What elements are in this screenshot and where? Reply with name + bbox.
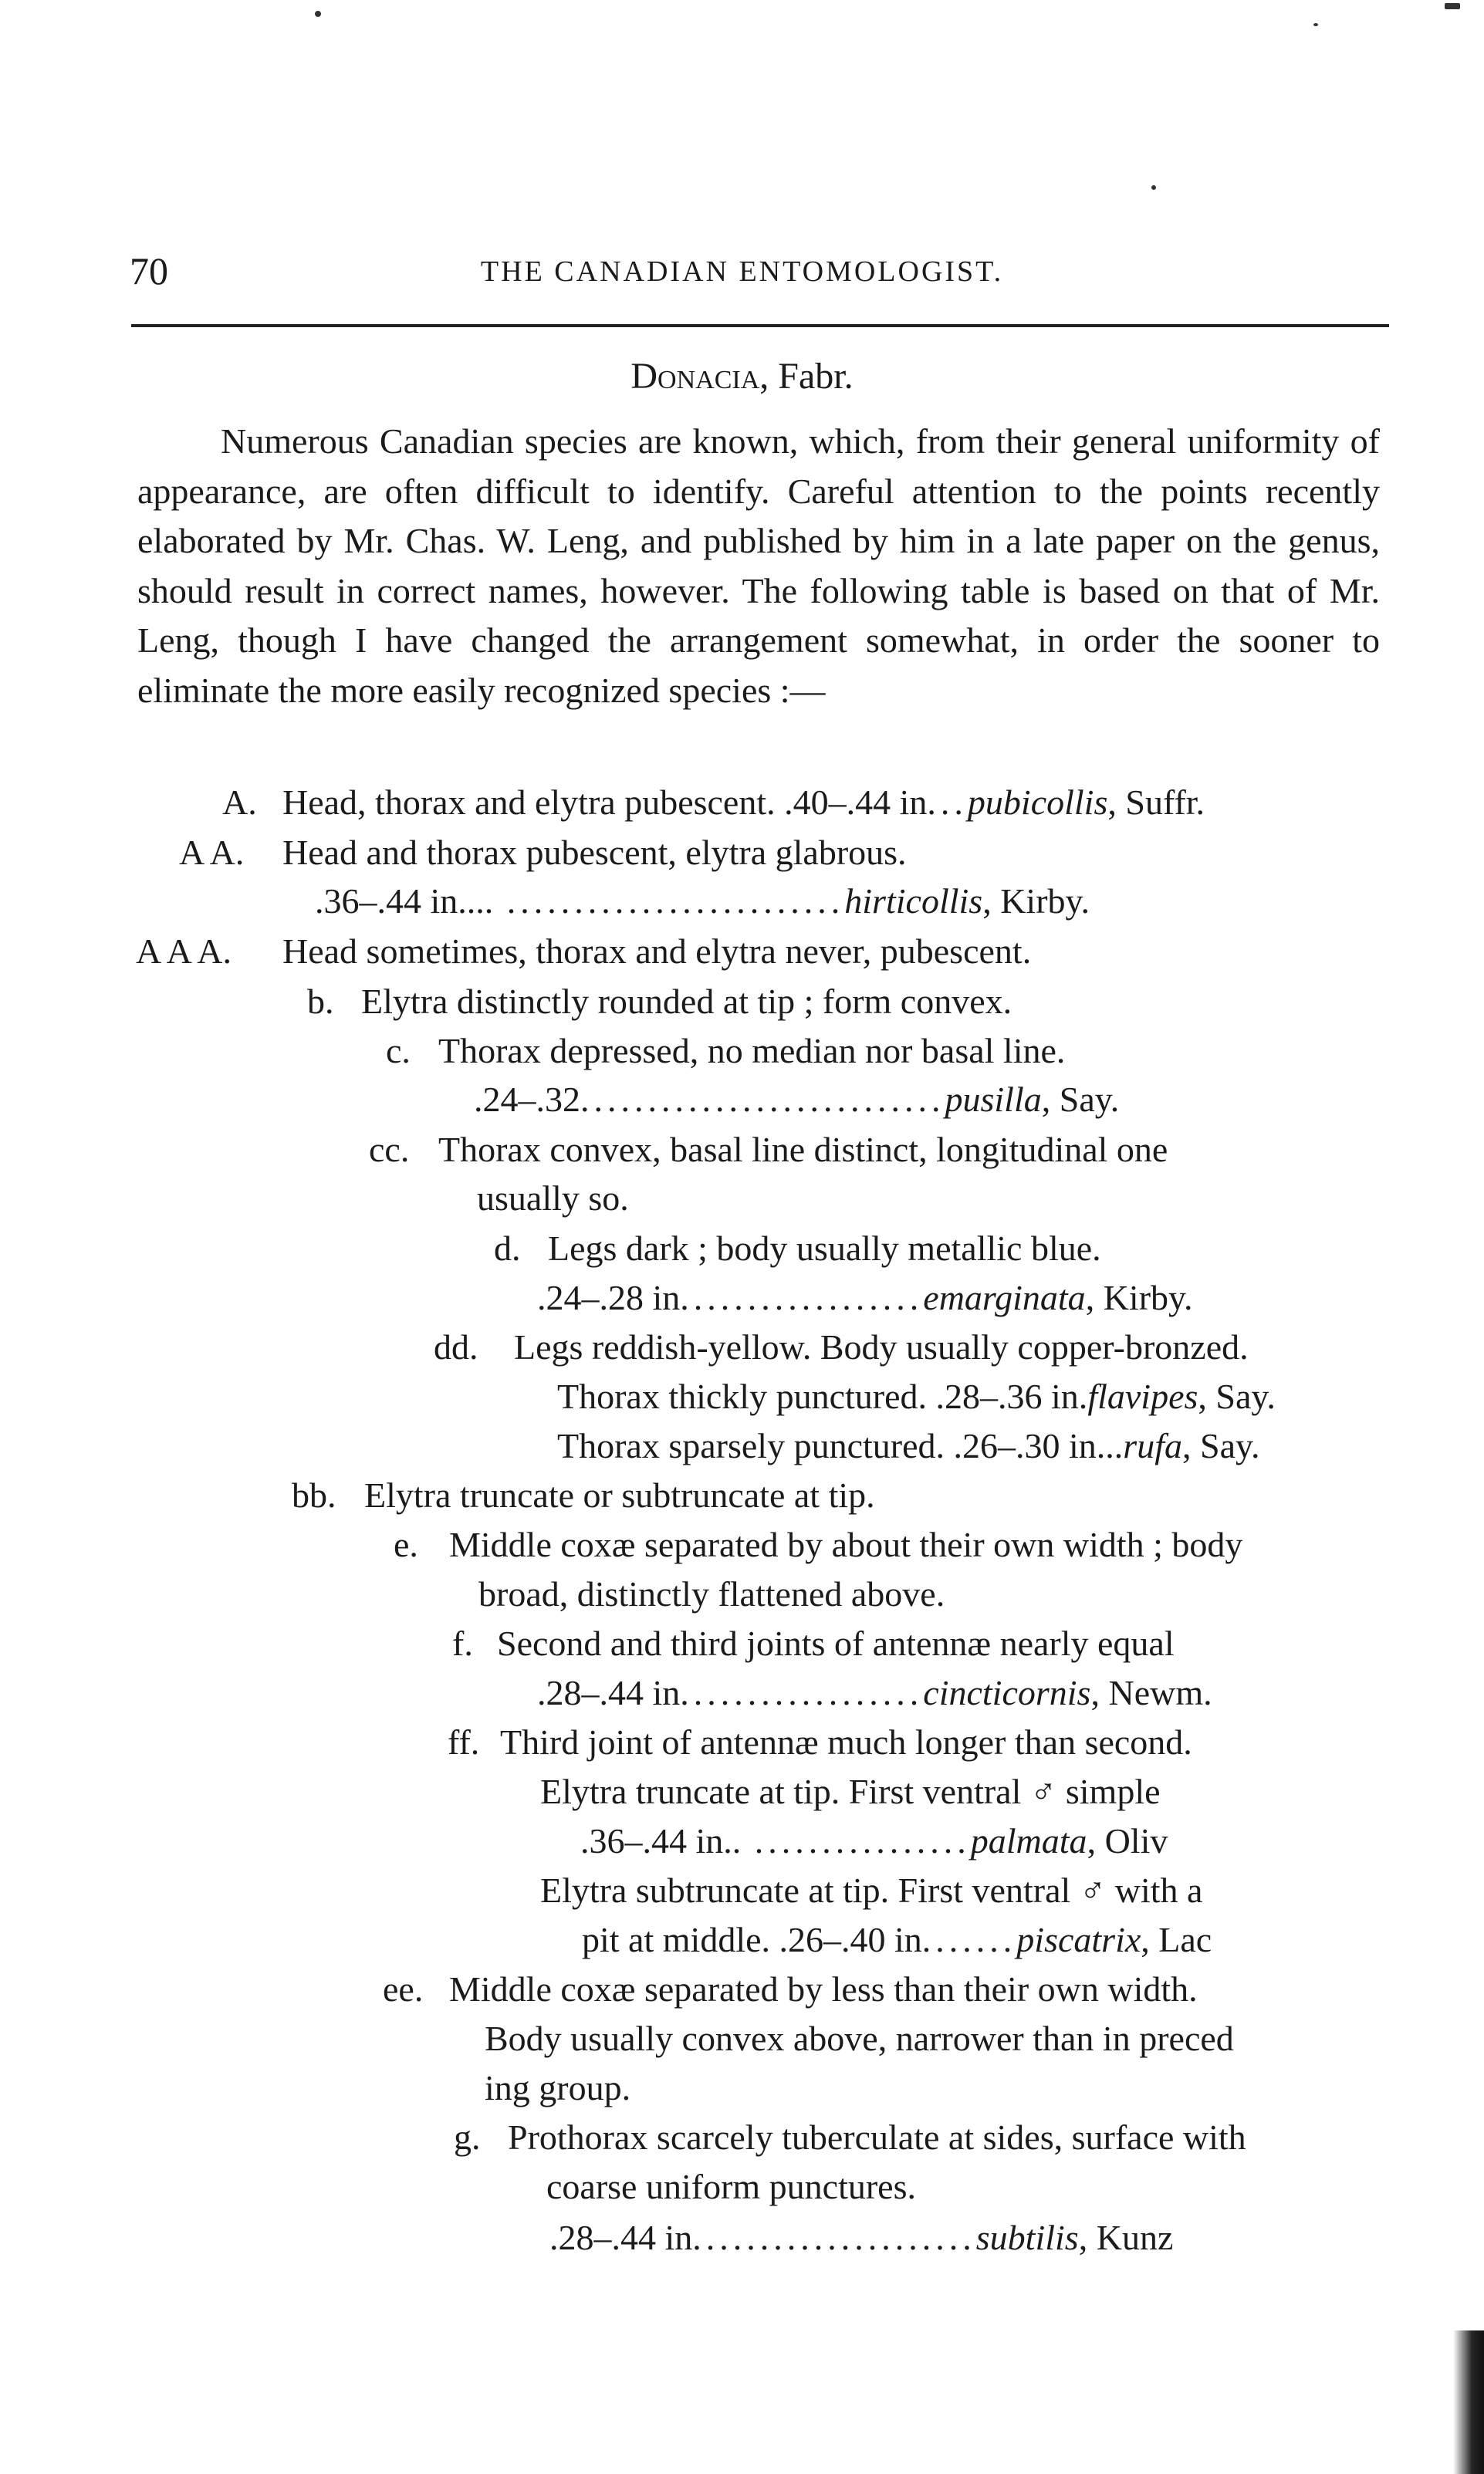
key-entry-e: Middle coxæ separated by about their own width ; body xyxy=(449,1525,1243,1564)
scan-speck xyxy=(1151,185,1156,190)
key-label-c: c. xyxy=(386,1031,411,1070)
intro-text: Numerous Canadian species are known, which, from their general uniformity of appearance, are often difficult to identify. Careful attention to the points recently elaborated by Mr. Chas. W. Leng, and published by him in a late paper on the genus, should result in correct names, however. The following table is based on that of Mr. Leng, though I have changed the arrangement somewhat, in order the sooner to eliminate the more easily recognized species :— xyxy=(137,421,1380,710)
genus-author: , Fabr. xyxy=(759,356,854,397)
key-label-bb: bb. xyxy=(292,1475,336,1515)
key-label-aa: A A. xyxy=(179,833,245,872)
key-label-f: f. xyxy=(452,1624,473,1663)
species-subtilis: subtilis xyxy=(975,2218,1079,2257)
key-a-text: Head, thorax and elytra pubescent. .40–.44 in xyxy=(282,782,928,822)
key-entry-g: Prothorax scarcely tuberculate at sides, surface with xyxy=(508,2117,1246,2157)
key-entry-ff: Third joint of antennæ much longer than second. xyxy=(500,1722,1192,1762)
species-rufa: rufa xyxy=(1123,1426,1182,1465)
key-entry-ee-cont: Body usually convex above, narrower than in preced xyxy=(485,2019,1234,2058)
key-entry-aaa: Head sometimes, thorax and elytra never, pubescent. xyxy=(282,931,1032,971)
genus-name: Donacia xyxy=(630,356,760,397)
key-entry-g-measure: .28–.44 in.....................subtilis, Kunz xyxy=(549,2218,1174,2257)
species-emarginata: emarginata xyxy=(923,1278,1086,1317)
key-label-a: A. xyxy=(222,782,257,822)
species-palmata: palmata xyxy=(970,1821,1087,1861)
key-entry-c-measure: .24–.32...........................pusilla, Say. xyxy=(474,1080,1120,1119)
key-entry-f: Second and third joints of antennæ nearly equal xyxy=(497,1624,1175,1663)
key-label-cc: cc. xyxy=(369,1130,410,1169)
key-entry-aa-measure: .36–.44 in.... .........................hirticollis, Kirby. xyxy=(315,881,1090,921)
key-label-ff: ff. xyxy=(448,1722,480,1762)
key-entry-ff-truncate-measure: .36–.44 in.. ................palmata, Oliv xyxy=(580,1821,1168,1861)
key-a-dots: ... xyxy=(927,782,968,822)
key-entry-dd-rufa: Thorax sparsely punctured. .26–.30 in...rufa, Say. xyxy=(557,1426,1260,1465)
key-label-b: b. xyxy=(307,982,334,1021)
scan-speck xyxy=(1313,23,1318,26)
key-label-dd: dd. xyxy=(434,1327,478,1367)
key-entry-aa: Head and thorax pubescent, elytra glabrous. xyxy=(282,833,907,872)
key-entry-ff-truncate: Elytra truncate at tip. First ventral ♂ simple xyxy=(540,1772,1161,1811)
key-entry-bb: Elytra truncate or subtruncate at tip. xyxy=(364,1475,875,1515)
species-piscatrix: piscatrix xyxy=(1016,1920,1141,1959)
key-entry-d: Legs dark ; body usually metallic blue. xyxy=(548,1229,1101,1268)
key-entry-f-measure: .28–.44 in..................cincticornis, Newm. xyxy=(537,1673,1212,1712)
key-a-author: , Suffr. xyxy=(1107,782,1205,822)
key-entry-a xyxy=(282,779,1205,826)
intro-paragraph xyxy=(137,417,1380,715)
key-entry-e-cont: broad, distinctly flattened above. xyxy=(478,1574,945,1614)
key-label-d: d. xyxy=(494,1229,521,1268)
key-entry-ff-subtruncate: Elytra subtruncate at tip. First ventral ♂ with a xyxy=(540,1871,1203,1910)
species-flavipes: flavipes xyxy=(1087,1377,1198,1416)
key-entry-cc-cont: usually so. xyxy=(477,1178,629,1218)
key-entry-c: Thorax depressed, no median nor basal line. xyxy=(438,1031,1066,1070)
species-pusilla: pusilla xyxy=(945,1080,1042,1119)
header-rule xyxy=(131,324,1389,327)
scan-speck xyxy=(315,11,321,17)
page-number: 70 xyxy=(130,249,168,292)
species-hirticollis: hirticollis xyxy=(844,881,983,921)
key-entry-b: Elytra distinctly rounded at tip ; form convex. xyxy=(361,982,1012,1021)
key-entry-dd-flavipes: Thorax thickly punctured. .28–.36 in.flavipes, Say. xyxy=(557,1377,1276,1416)
scan-edge-shadow xyxy=(1453,2330,1484,2474)
key-entry-ee-cont2: ing group. xyxy=(485,2068,631,2107)
key-label-e: e. xyxy=(394,1525,418,1564)
key-label-aaa: A A A. xyxy=(136,931,232,971)
species-cincticornis: cincticornis xyxy=(923,1673,1091,1712)
key-entry-d-measure: .24–.28 in..................emarginata, Kirby. xyxy=(537,1278,1193,1317)
key-label-g: g. xyxy=(454,2117,481,2157)
key-entry-g-cont: coarse uniform punctures. xyxy=(546,2167,917,2206)
key-entry-ee: Middle coxæ separated by less than their own width. xyxy=(449,1969,1198,2009)
journal-title: THE CANADIAN ENTOMOLOGIST. xyxy=(480,255,1004,288)
section-title xyxy=(0,355,1484,397)
key-entry-ff-subtruncate-measure: pit at middle. .26–.40 in.......piscatrix, Lac xyxy=(582,1920,1212,1959)
key-label-ee: ee. xyxy=(383,1969,424,2009)
key-entry-cc: Thorax convex, basal line distinct, longitudinal one xyxy=(438,1130,1168,1169)
scan-speck xyxy=(1445,3,1460,9)
species-pubicollis: pubicollis xyxy=(967,782,1108,822)
key-entry-dd: Legs reddish-yellow. Body usually copper-bronzed. xyxy=(514,1327,1249,1367)
